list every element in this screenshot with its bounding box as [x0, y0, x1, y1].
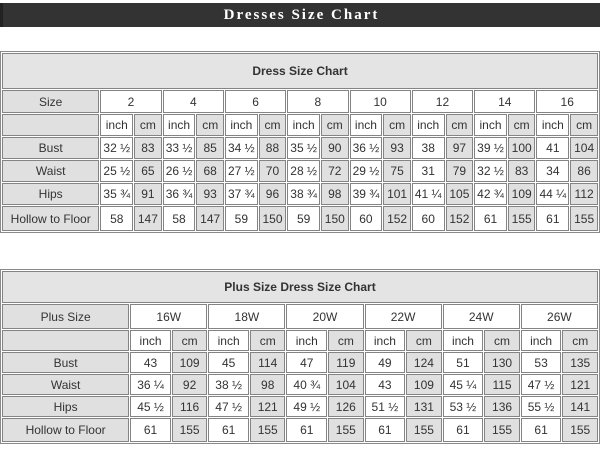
value-cm-cell: 155	[570, 206, 598, 231]
value-cm-cell: 104	[328, 374, 363, 395]
value-inch-cell: 43	[130, 352, 171, 373]
value-inch-cell: 42 ¾	[474, 183, 507, 205]
value-inch-cell: 61	[365, 418, 406, 442]
value-cm-cell: 101	[383, 183, 411, 205]
unit-inch-cell: inch	[286, 330, 327, 351]
measure-label-cell: Bust	[2, 137, 99, 159]
value-inch-cell: 38 ¾	[287, 183, 320, 205]
value-cm-cell: 155	[328, 418, 363, 442]
measure-label-cell: Waist	[2, 374, 129, 395]
unit-inch-cell: inch	[412, 114, 445, 136]
value-cm-cell: 135	[562, 352, 598, 373]
size-header-cell: 6	[225, 90, 286, 113]
value-inch-cell: 38 ½	[208, 374, 249, 395]
value-inch-cell: 59	[287, 206, 320, 231]
value-cm-cell: 155	[250, 418, 285, 442]
value-cm-cell: 91	[134, 183, 162, 205]
measure-label-cell: Hips	[2, 396, 129, 417]
value-inch-cell: 53	[521, 352, 562, 373]
value-cm-cell: 72	[321, 160, 349, 182]
value-cm-cell: 150	[259, 206, 287, 231]
size-header-cell: 26W	[521, 304, 598, 329]
units-label-cell	[2, 114, 99, 136]
value-cm-cell: 150	[321, 206, 349, 231]
value-inch-cell: 61	[536, 206, 569, 231]
value-inch-cell: 37 ¾	[225, 183, 258, 205]
unit-inch-cell: inch	[365, 330, 406, 351]
value-cm-cell: 126	[328, 396, 363, 417]
measure-label-cell: Waist	[2, 160, 99, 182]
value-cm-cell: 152	[446, 206, 474, 231]
value-inch-cell: 60	[412, 206, 445, 231]
value-cm-cell: 131	[406, 396, 441, 417]
plus-size-dress-size-chart-table	[0, 269, 600, 444]
value-inch-cell: 26 ½	[163, 160, 196, 182]
unit-cm-cell: cm	[134, 114, 162, 136]
value-inch-cell: 28 ½	[287, 160, 320, 182]
table-row	[2, 206, 598, 231]
value-inch-cell: 41 ¼	[412, 183, 445, 205]
value-inch-cell: 36 ¾	[163, 183, 196, 205]
size-header-cell: 14	[474, 90, 535, 113]
value-inch-cell: 49 ½	[286, 396, 327, 417]
value-cm-cell: 93	[383, 137, 411, 159]
value-cm-cell: 105	[446, 183, 474, 205]
table-row	[2, 160, 598, 182]
value-inch-cell: 45	[208, 352, 249, 373]
value-cm-cell: 86	[570, 160, 598, 182]
value-inch-cell: 41	[536, 137, 569, 159]
value-inch-cell: 47 ½	[208, 396, 249, 417]
measure-label-cell: Hollow to Floor	[2, 418, 129, 442]
value-cm-cell: 93	[196, 183, 224, 205]
size-label-header-cell: Plus Size	[2, 304, 129, 329]
value-cm-cell: 155	[172, 418, 207, 442]
value-cm-cell: 155	[406, 418, 441, 442]
unit-inch-cell: inch	[208, 330, 249, 351]
value-inch-cell: 55 ½	[521, 396, 562, 417]
unit-inch-cell: inch	[350, 114, 383, 136]
value-cm-cell: 70	[259, 160, 287, 182]
unit-cm-cell: cm	[196, 114, 224, 136]
size-header-cell: 8	[287, 90, 348, 113]
value-cm-cell: 96	[259, 183, 287, 205]
value-cm-cell: 109	[406, 374, 441, 395]
value-inch-cell: 32 ½	[100, 137, 133, 159]
measure-label-cell: Bust	[2, 352, 129, 373]
unit-cm-cell: cm	[172, 330, 207, 351]
table-row	[2, 418, 598, 442]
table-row	[2, 374, 598, 395]
size-header-cell: 18W	[208, 304, 285, 329]
value-inch-cell: 29 ½	[350, 160, 383, 182]
value-cm-cell: 90	[321, 137, 349, 159]
value-inch-cell: 61	[521, 418, 562, 442]
size-header-cell: 20W	[286, 304, 363, 329]
value-inch-cell: 47 ½	[521, 374, 562, 395]
value-inch-cell: 58	[100, 206, 133, 231]
value-cm-cell: 114	[250, 352, 285, 373]
value-inch-cell: 25 ½	[100, 160, 133, 182]
value-inch-cell: 47	[286, 352, 327, 373]
value-inch-cell: 45 ½	[130, 396, 171, 417]
value-inch-cell: 34 ½	[225, 137, 258, 159]
measure-label-cell: Hollow to Floor	[2, 206, 99, 231]
unit-inch-cell: inch	[536, 114, 569, 136]
value-inch-cell: 36 ½	[350, 137, 383, 159]
value-inch-cell: 49	[365, 352, 406, 373]
unit-inch-cell: inch	[163, 114, 196, 136]
value-cm-cell: 79	[446, 160, 474, 182]
table-row	[2, 137, 598, 159]
value-inch-cell: 31	[412, 160, 445, 182]
value-cm-cell: 141	[562, 396, 598, 417]
value-inch-cell: 40 ¾	[286, 374, 327, 395]
unit-cm-cell: cm	[562, 330, 598, 351]
size-header-cell: 4	[163, 90, 224, 113]
value-cm-cell: 121	[562, 374, 598, 395]
content	[0, 51, 600, 444]
unit-inch-cell: inch	[287, 114, 320, 136]
unit-inch-cell: inch	[443, 330, 484, 351]
value-inch-cell: 33 ½	[163, 137, 196, 159]
unit-cm-cell: cm	[446, 114, 474, 136]
value-cm-cell: 155	[484, 418, 519, 442]
value-inch-cell: 27 ½	[225, 160, 258, 182]
unit-cm-cell: cm	[259, 114, 287, 136]
value-inch-cell: 39 ¾	[350, 183, 383, 205]
value-inch-cell: 45 ¼	[443, 374, 484, 395]
value-cm-cell: 75	[383, 160, 411, 182]
unit-inch-cell: inch	[130, 330, 171, 351]
size-header-cell: 24W	[443, 304, 520, 329]
value-inch-cell: 51 ½	[365, 396, 406, 417]
table-title: Plus Size Dress Size Chart	[2, 271, 598, 303]
value-inch-cell: 34	[536, 160, 569, 182]
value-cm-cell: 155	[508, 206, 536, 231]
value-cm-cell: 112	[570, 183, 598, 205]
table-row	[2, 352, 598, 373]
unit-inch-cell: inch	[100, 114, 133, 136]
value-inch-cell: 36 ¼	[130, 374, 171, 395]
units-label-cell	[2, 330, 129, 351]
size-header-cell: 2	[100, 90, 161, 113]
value-cm-cell: 109	[172, 352, 207, 373]
value-cm-cell: 115	[484, 374, 519, 395]
value-inch-cell: 35 ½	[287, 137, 320, 159]
page-header	[0, 3, 600, 27]
value-inch-cell: 59	[225, 206, 258, 231]
value-cm-cell: 88	[259, 137, 287, 159]
value-cm-cell: 124	[406, 352, 441, 373]
table-row	[2, 183, 598, 205]
dress-size-chart-table	[0, 51, 600, 233]
value-cm-cell: 68	[196, 160, 224, 182]
value-cm-cell: 83	[508, 160, 536, 182]
value-inch-cell: 44 ¼	[536, 183, 569, 205]
measure-label-cell: Hips	[2, 183, 99, 205]
unit-cm-cell: cm	[406, 330, 441, 351]
value-cm-cell: 152	[383, 206, 411, 231]
value-cm-cell: 85	[196, 137, 224, 159]
unit-inch-cell: inch	[225, 114, 258, 136]
size-header-cell: 16	[536, 90, 598, 113]
value-cm-cell: 116	[172, 396, 207, 417]
value-inch-cell: 61	[130, 418, 171, 442]
value-cm-cell: 98	[321, 183, 349, 205]
value-cm-cell: 97	[446, 137, 474, 159]
unit-cm-cell: cm	[484, 330, 519, 351]
unit-cm-cell: cm	[508, 114, 536, 136]
value-cm-cell: 119	[328, 352, 363, 373]
value-cm-cell: 104	[570, 137, 598, 159]
value-cm-cell: 136	[484, 396, 519, 417]
size-header-cell: 12	[412, 90, 473, 113]
unit-cm-cell: cm	[250, 330, 285, 351]
value-cm-cell: 147	[196, 206, 224, 231]
value-inch-cell: 53 ½	[443, 396, 484, 417]
table-row	[2, 396, 598, 417]
table-title: Dress Size Chart	[2, 53, 598, 89]
size-label-header-cell: Size	[2, 90, 99, 113]
value-cm-cell: 109	[508, 183, 536, 205]
value-cm-cell: 147	[134, 206, 162, 231]
value-cm-cell: 92	[172, 374, 207, 395]
unit-inch-cell: inch	[521, 330, 562, 351]
value-inch-cell: 39 ½	[474, 137, 507, 159]
unit-inch-cell: inch	[474, 114, 507, 136]
value-inch-cell: 35 ¾	[100, 183, 133, 205]
value-cm-cell: 65	[134, 160, 162, 182]
value-cm-cell: 155	[562, 418, 598, 442]
value-inch-cell: 58	[163, 206, 196, 231]
value-cm-cell: 130	[484, 352, 519, 373]
value-inch-cell: 32 ½	[474, 160, 507, 182]
unit-cm-cell: cm	[321, 114, 349, 136]
size-header-cell: 10	[350, 90, 411, 113]
value-cm-cell: 121	[250, 396, 285, 417]
value-inch-cell: 61	[443, 418, 484, 442]
page-title: Dresses Size Chart	[223, 6, 380, 23]
value-cm-cell: 83	[134, 137, 162, 159]
value-inch-cell: 60	[350, 206, 383, 231]
value-inch-cell: 61	[208, 418, 249, 442]
unit-cm-cell: cm	[570, 114, 598, 136]
value-inch-cell: 61	[474, 206, 507, 231]
unit-cm-cell: cm	[383, 114, 411, 136]
value-cm-cell: 98	[250, 374, 285, 395]
size-header-cell: 16W	[130, 304, 207, 329]
size-header-cell: 22W	[365, 304, 442, 329]
value-inch-cell: 61	[286, 418, 327, 442]
value-inch-cell: 38	[412, 137, 445, 159]
unit-cm-cell: cm	[328, 330, 363, 351]
value-cm-cell: 100	[508, 137, 536, 159]
value-inch-cell: 51	[443, 352, 484, 373]
value-inch-cell: 43	[365, 374, 406, 395]
